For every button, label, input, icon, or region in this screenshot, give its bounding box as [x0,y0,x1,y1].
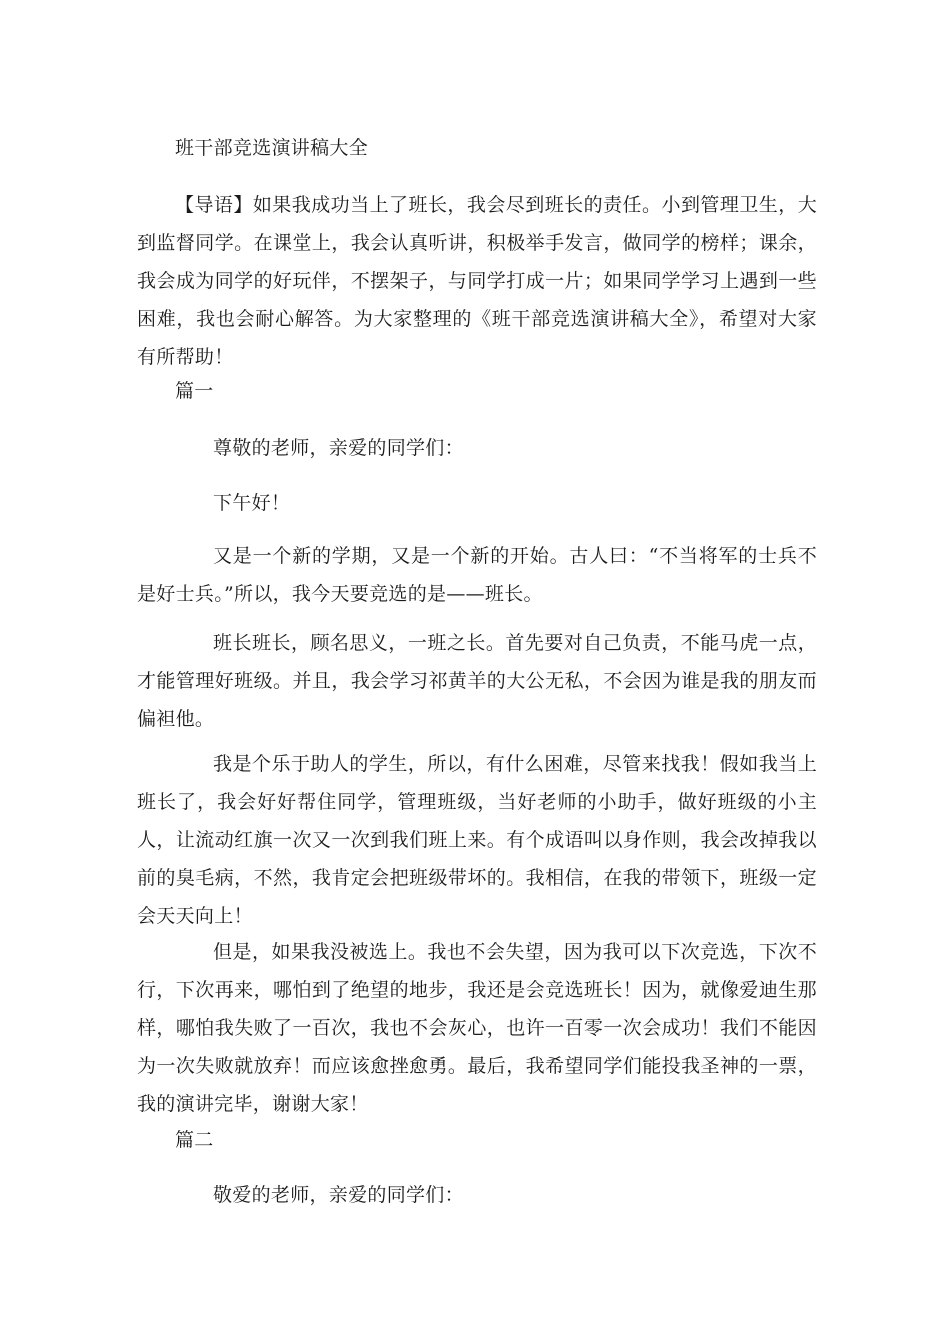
section1-salutation: 下午好！ [213,492,291,514]
intro-paragraph: 【导语】如果我成功当上了班长，我会尽到班长的责任。小到管理卫生，大到监督同学。在课堂上，我会认真听讲，积极举手发言，做同学的榜样；课余，我会成为同学的好玩伴，不摆架子，与同学打成一片；如果同学学习上遇到一些困难，我也会耐心解答。为大家整理的《班干部竞选演讲稿大全》，希望对大家有所帮助！ [137,194,817,368]
document-title: 班干部竞选演讲稿大全 [175,137,369,159]
section1-paragraph-1: 又是一个新的学期，又是一个新的开始。古人曰：“不当将军的士兵不是好士兵。”所以，我今天要竞选的是——班长。 [137,545,817,605]
section2-heading: 篇二 [175,1129,214,1151]
section1-paragraph-3: 我是个乐于助人的学生，所以，有什么困难，尽管来找我！假如我当上班长了，我会好好帮住同学，管理班级，当好老师的小助手，做好班级的小主人，让流动红旗一次又一次到我们班上来。有个成语叫以身作则，我会改掉我以前的臭毛病，不然，我肯定会把班级带坏的。我相信，在我的带领下，班级一定会天天向上！ [137,753,817,927]
section1-paragraph-2: 班长班长，顾名思义，一班之长。首先要对自己负责，不能马虎一点，才能管理好班级。并且，我会学习祁黄羊的大公无私，不会因为谁是我的朋友而偏袒他。 [137,632,817,730]
section1-heading: 篇一 [175,380,214,402]
section2-greeting: 敬爱的老师，亲爱的同学们： [213,1184,464,1206]
section1-greeting: 尊敬的老师，亲爱的同学们： [213,437,464,459]
section1-paragraph-4: 但是，如果我没被选上。我也不会失望，因为我可以下次竞选，下次不行，下次再来，哪怕到了绝望的地步，我还是会竞选班长！因为，就像爱迪生那样，哪怕我失败了一百次，我也不会灰心，也许一百零一次会成功！我们不能因为一次失败就放弃！而应该愈挫愈勇。最后，我希望同学们能投我圣神的一票，我的演讲完毕，谢谢大家！ [137,941,817,1115]
